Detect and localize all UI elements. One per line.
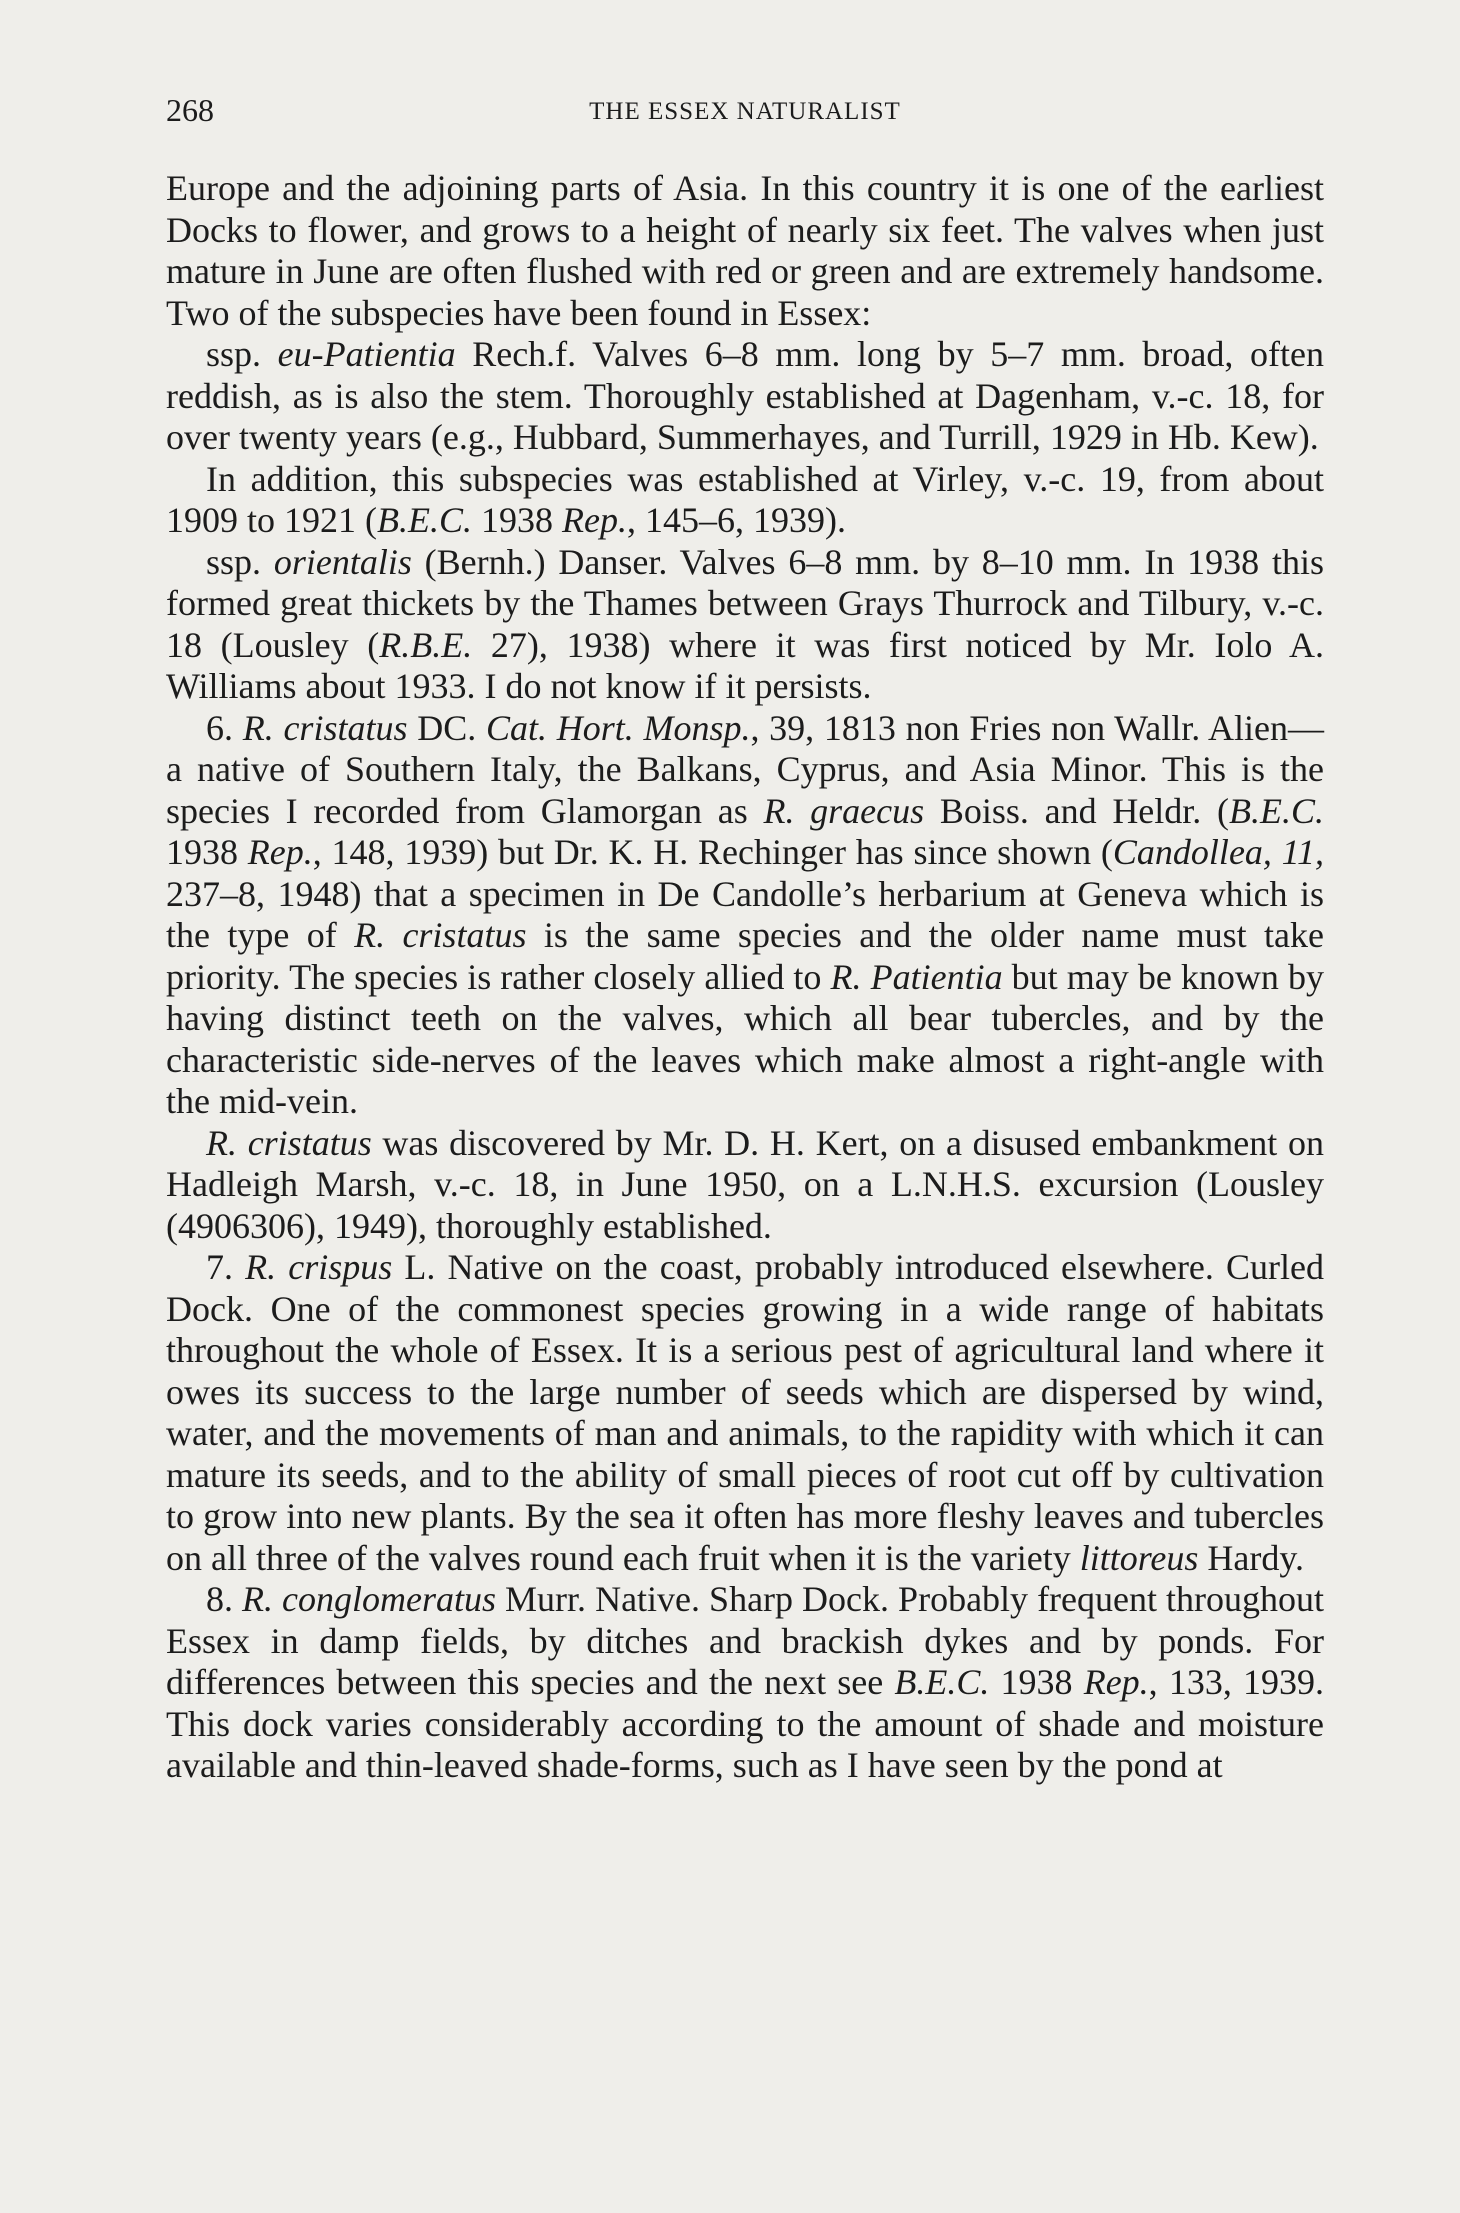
paragraph <box>166 1247 1324 1579</box>
text-run: DC. <box>407 707 486 748</box>
italic-text: Cat. Hort. Monsp. <box>485 707 751 748</box>
italic-text: Rep. <box>247 832 313 872</box>
text-run: In addition, this subspecies was established at Virley, v.-c. 19, from about 1909 to 1921 ( <box>166 458 1324 540</box>
text-run: 8. <box>206 1579 243 1619</box>
text-run: , 148, 1939) but Dr. K. H. Rechinger has since shown ( <box>312 832 1113 872</box>
italic-text: Rep. <box>1083 1662 1149 1702</box>
text-run: , 39, 1813 non Fries non Wallr. Alien—a native of Southern Italy, the Balkans, Cyprus, and Asia Minor. This is the species I recorded from Glamorgan as <box>166 707 1324 831</box>
text-run: 237–8, 1948) that a specimen in De Candolle’s herbarium at Geneva which is the type of <box>166 873 1324 955</box>
text-run: but may be known by having distinct teeth on the valves, which all bear tubercles, and by the characteristic side-nerves of the leaves which make almost a right-angle with the mid-vein. <box>166 956 1324 1121</box>
italic-text: Candollea, 11, <box>1112 832 1324 872</box>
italic-text: R.B.E. <box>379 624 473 665</box>
text-run: 7. <box>206 1247 246 1287</box>
text-run: ssp. <box>206 334 278 374</box>
text-run: 6. <box>206 707 243 748</box>
text-run: is the same species and the older name must take priority. The species is rather closely allied to <box>166 915 1324 997</box>
text-run: 1938 <box>989 1662 1084 1702</box>
paragraph <box>166 334 1324 459</box>
italic-text: B.E.C. <box>894 1662 990 1702</box>
paragraph <box>166 1579 1324 1787</box>
body-text <box>166 168 1324 1787</box>
page-number: 268 <box>166 92 214 128</box>
text-run: Murr. Native. Sharp Dock. Probably frequent throughout Essex in damp fields, by ditches and brackish dykes and by ponds. For differences between this species and the next see <box>166 1579 1325 1702</box>
italic-text: R. cristatus <box>354 915 527 955</box>
paragraph <box>166 459 1324 542</box>
italic-text: R. cristatus <box>206 1122 372 1163</box>
italic-text: Rep. <box>562 500 627 540</box>
italic-text: R. Patientia <box>830 956 1003 997</box>
italic-text: R. conglomeratus <box>242 1579 497 1619</box>
text-run: ssp. <box>206 541 274 582</box>
text-run: 1938 <box>166 832 248 872</box>
text-run: L. Native on the coast, probably introduced elsewhere. Curled Dock. One of the commonest species growing in a wide range of habitats throughout the whole of Essex. It is a serious pest of agricultural land where it owes its success to the large number of seeds which are dispersed by wind, water, and the movements of man and animals, to the rapidity with which it can mature its seeds, and to the ability of small pieces of root cut off by cultivation to grow into new plants. By the sea it often has more fleshy leaves and tubercles on all three of the valves round each fruit when it is the variety <box>166 1247 1325 1578</box>
text-run: 27), 1938) where it was first noticed by Mr. Iolo A. Williams about 1933. I do not know if it persists. <box>166 624 1324 706</box>
text-run: Boiss. and Heldr. ( <box>924 790 1230 831</box>
paragraph <box>166 168 1324 334</box>
text-run: (Bernh.) Danser. Valves 6–8 mm. by 8–10 mm. In 1938 this formed great thickets by the Thames between Grays Thurrock and Tilbury, v.-c. 18 (Lousley ( <box>166 541 1324 665</box>
text-run: , 133, 1939. This dock varies considerably according to the amount of shade and moisture available and thin-leaved shade-forms, such as I have seen by the pond at <box>166 1662 1324 1785</box>
text-run: Rech.f. Valves 6–8 mm. long by 5–7 mm. broad, often reddish, as is also the stem. Thoroughly established at Dagenham, v.-c. 18, for over twenty years (e.g., Hubbard, Summerhayes, and Turrill, 1929 in Hb. Kew). <box>166 334 1324 457</box>
italic-text: eu-Patientia <box>277 334 456 374</box>
paragraph <box>166 708 1324 1123</box>
italic-text: littoreus <box>1079 1537 1199 1578</box>
italic-text: B.E.C. <box>377 500 472 540</box>
italic-text: R. crispus <box>245 1247 393 1287</box>
italic-text: R. graecus <box>763 790 925 831</box>
italic-text: orientalis <box>273 541 412 582</box>
text-run: Europe and the adjoining parts of Asia. In this country it is one of the earliest Docks to flower, and grows to a height of nearly six feet. The valves when just mature in June are often flushed with red or green and are extremely handsome. Two of the subspecies have been found in Essex: <box>166 168 1324 333</box>
page-header <box>166 92 1324 140</box>
paragraph <box>166 1123 1324 1248</box>
paragraph <box>166 542 1324 708</box>
running-title: THE ESSEX NATURALIST <box>589 98 901 125</box>
italic-text: R. cristatus <box>242 707 408 748</box>
text-run: was discovered by Mr. D. H. Kert, on a disused embankment on Hadleigh Marsh, v.-c. 18, in June 1950, on a L.N.H.S. excursion (Lousley (4906306), 1949), thoroughly established. <box>166 1122 1324 1246</box>
text-run: Hardy. <box>1198 1537 1305 1578</box>
text-run: 1938 <box>472 500 562 540</box>
document-page <box>166 92 1324 1787</box>
text-run: , 145–6, 1939). <box>626 500 846 540</box>
italic-text: B.E.C. <box>1229 790 1325 831</box>
